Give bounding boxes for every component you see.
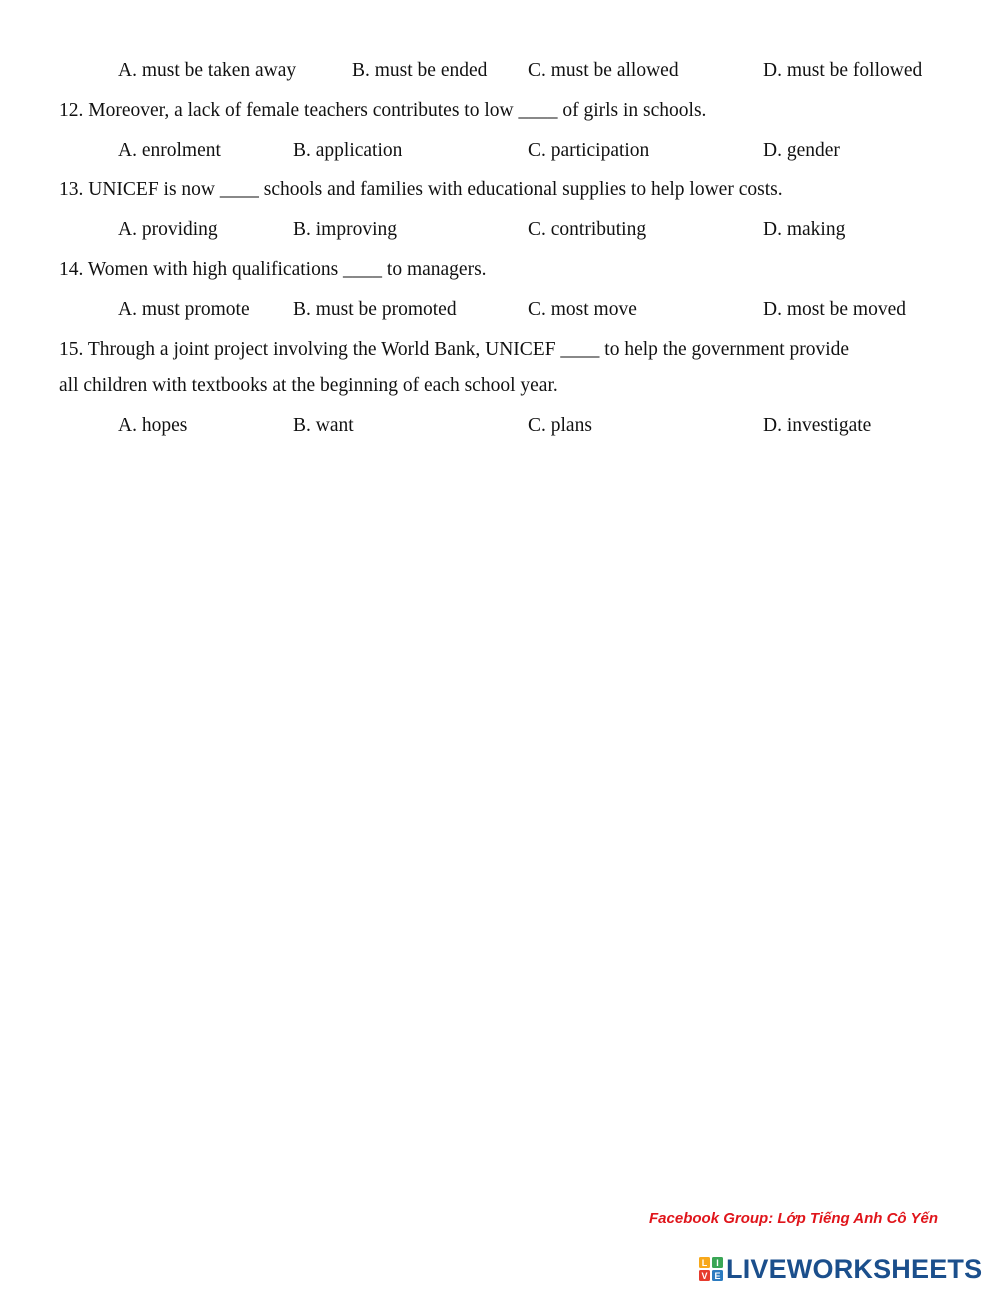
question-15-stem-line-1: 15. Through a joint project involving the World Bank, UNICEF ____ to help the government provide xyxy=(59,339,850,360)
q13-option-d: D. making xyxy=(763,219,846,240)
svg-text:E: E xyxy=(714,1271,721,1281)
q14-option-b: B. must be promoted xyxy=(293,299,457,320)
q13-option-a: A. providing xyxy=(118,219,218,240)
q15-option-a: A. hopes xyxy=(118,415,188,436)
question-13-stem: 13. UNICEF is now ____ schools and families with educational supplies to help lower costs. xyxy=(59,179,783,200)
q11-option-c: C. must be allowed xyxy=(528,60,679,81)
question-15-stem-line-2: all children with textbooks at the beginning of each school year. xyxy=(59,375,558,396)
q11-option-b: B. must be ended xyxy=(352,60,488,81)
q14-option-c: C. most move xyxy=(528,299,637,320)
q12-option-d: D. gender xyxy=(763,140,840,161)
q11-option-d: D. must be followed xyxy=(763,60,923,81)
q14-option-d: D. most be moved xyxy=(763,299,906,320)
facebook-group-credit: Facebook Group: Lớp Tiếng Anh Cô Yến xyxy=(649,1210,938,1227)
svg-text:I: I xyxy=(716,1258,719,1268)
q12-option-b: B. application xyxy=(293,140,403,161)
q15-option-b: B. want xyxy=(293,415,354,436)
liveworksheets-logo[interactable] xyxy=(698,1252,982,1286)
q12-option-a: A. enrolment xyxy=(118,140,221,161)
question-12-stem: 12. Moreover, a lack of female teachers contributes to low ____ of girls in schools. xyxy=(59,100,707,121)
liveworksheets-brand-text: LIVEWORKSHEETS xyxy=(726,1254,983,1284)
q13-option-c: C. contributing xyxy=(528,219,647,240)
q15-option-d: D. investigate xyxy=(763,415,872,436)
q14-option-a: A. must promote xyxy=(118,299,250,320)
q11-option-a: A. must be taken away xyxy=(118,60,297,81)
q15-option-c: C. plans xyxy=(528,415,592,436)
q12-option-c: C. participation xyxy=(528,140,650,161)
liveworksheets-logo-icon xyxy=(698,1256,724,1282)
svg-text:L: L xyxy=(701,1258,708,1268)
q13-option-b: B. improving xyxy=(293,219,398,240)
question-14-stem: 14. Women with high qualifications ____ to managers. xyxy=(59,259,487,280)
svg-text:V: V xyxy=(701,1271,708,1281)
